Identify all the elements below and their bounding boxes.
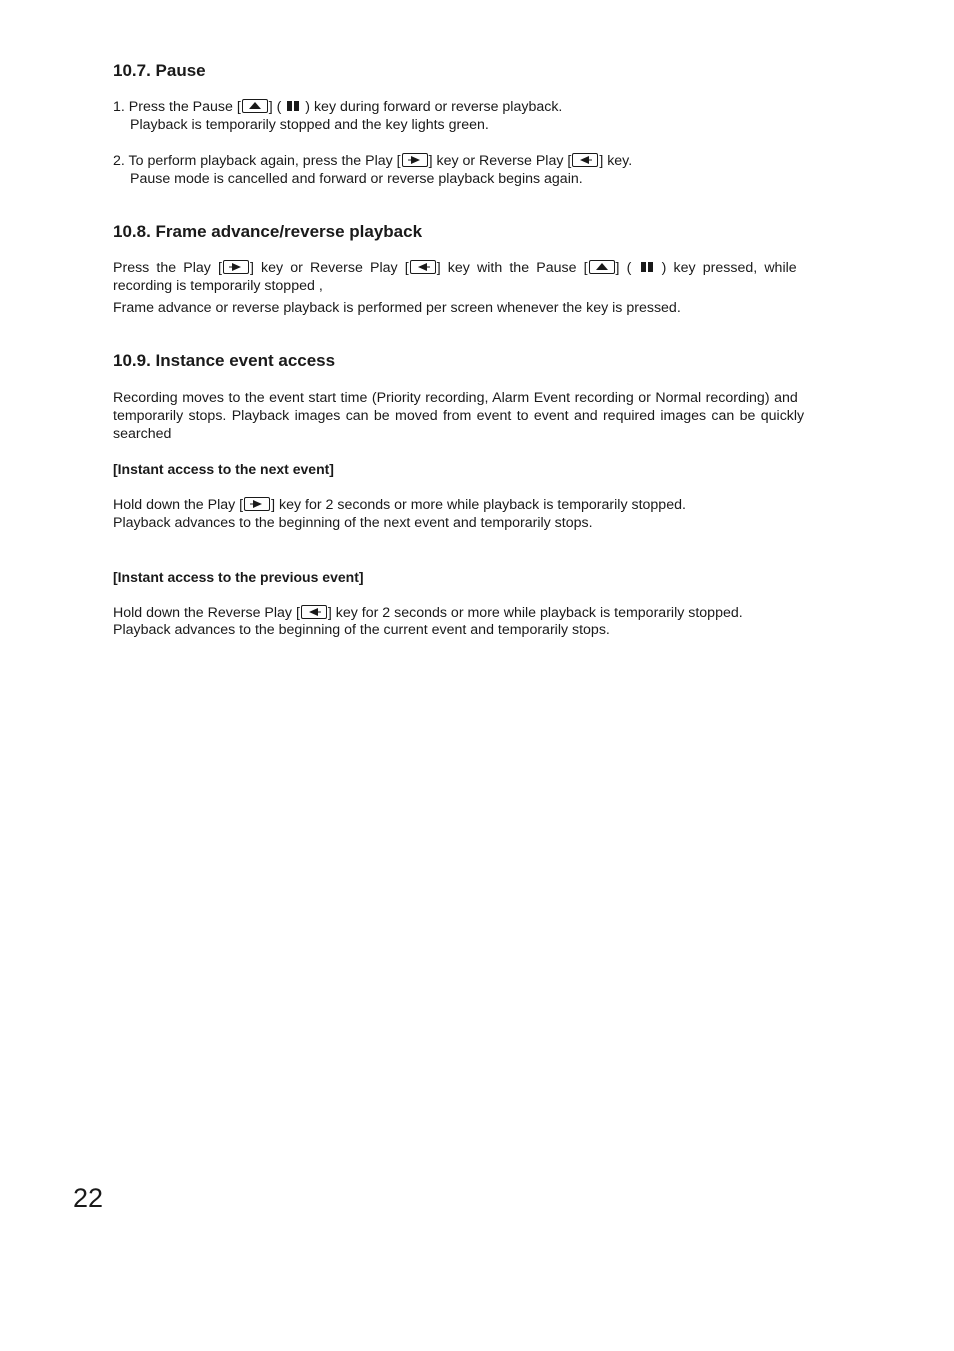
subheading-next-event: [Instant access to the next event]: [113, 461, 334, 477]
reverse-play-key-icon: [572, 153, 598, 167]
instance-intro-line-3: searched: [113, 426, 172, 442]
previous-event-line-1: [113, 604, 743, 622]
step-number: 2.: [113, 153, 125, 169]
frame-paragraph-1-line-1: [113, 259, 840, 277]
next-event-line-2: Playback advances to the beginning of the next event and temporarily stops.: [113, 515, 593, 531]
text: ] key or Reverse Play [: [428, 153, 572, 169]
page-number: 22: [73, 1183, 104, 1213]
frame-paragraph-1-line-2: recording is temporarily stopped ,: [113, 278, 323, 294]
subheading-previous-event: [Instant access to the previous event]: [113, 569, 364, 585]
section-heading-pause: 10.7. Pause: [113, 61, 206, 80]
reverse-play-key-icon: [301, 605, 327, 619]
text: ] key or Reverse Play [: [249, 260, 409, 276]
next-event-line-1: [113, 496, 686, 514]
text: ] (: [615, 260, 632, 276]
text: ] key with the Pause [: [436, 260, 588, 276]
instance-intro-line-2: temporarily stops. Playback images can be moved from event to event and required images can be quickly: [113, 408, 805, 424]
pause-bars-icon: [640, 261, 654, 273]
instance-intro-line-1: Recording moves to the event start time (Priority recording, Alarm Event recording or Normal recording) and: [113, 390, 798, 406]
pause-step-2-line-1: [113, 152, 632, 170]
text: Press the Pause [: [128, 99, 241, 115]
pause-step-1-line-1: [113, 98, 562, 116]
section-heading-frame-advance: 10.8. Frame advance/reverse playback: [113, 222, 423, 241]
play-key-icon: [223, 260, 249, 274]
frame-paragraph-2: Frame advance or reverse playback is performed per screen whenever the key is pressed.: [113, 300, 681, 316]
pause-step-2-line-2: Pause mode is cancelled and forward or reverse playback begins again.: [130, 171, 583, 187]
text: Hold down the Reverse Play [: [113, 605, 300, 621]
pause-step-1-line-2: Playback is temporarily stopped and the key lights green.: [130, 117, 489, 133]
play-key-icon: [402, 153, 428, 167]
reverse-play-key-icon: [410, 260, 436, 274]
text: ] (: [268, 99, 282, 115]
section-heading-instance-event: 10.9. Instance event access: [113, 351, 336, 370]
step-number: 1.: [113, 99, 125, 115]
text: ) key pressed, while: [661, 260, 797, 276]
pause-key-icon: [589, 260, 615, 274]
text: Hold down the Play [: [113, 497, 244, 513]
pause-bars-icon: [286, 100, 300, 112]
previous-event-line-2: Playback advances to the beginning of the current event and temporarily stops.: [113, 622, 610, 638]
text: To perform playback again, press the Play [: [128, 153, 401, 169]
play-key-icon: [244, 497, 270, 511]
text: ) key during forward or reverse playback.: [305, 99, 563, 115]
text: ] key for 2 seconds or more while playback is temporarily stopped.: [271, 497, 686, 513]
text: ] key.: [599, 153, 633, 169]
text: ] key for 2 seconds or more while playback is temporarily stopped.: [327, 605, 743, 621]
pause-key-icon: [242, 99, 268, 113]
text: Press the Play [: [113, 260, 222, 276]
